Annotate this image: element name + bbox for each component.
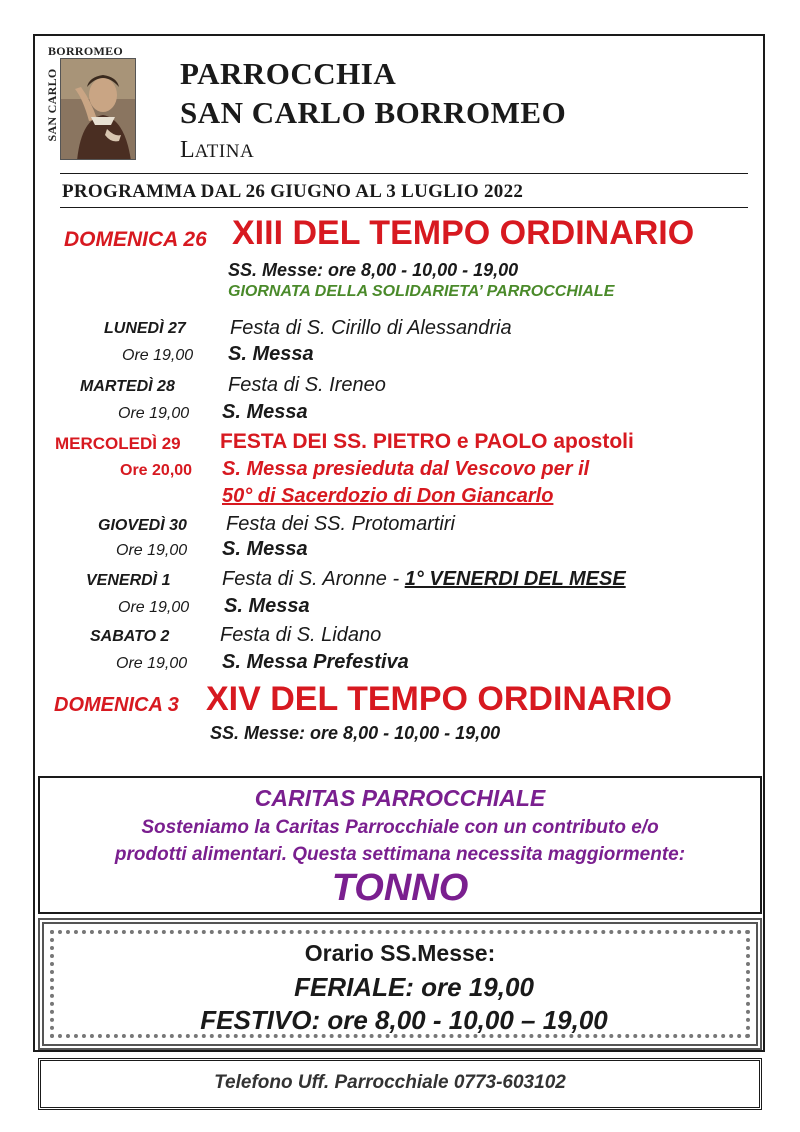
parish-phone: Telefono Uff. Parrocchiale 0773-603102 [214, 1072, 566, 1093]
day-feast: Festa di S. Cirillo di Alessandria [230, 317, 512, 339]
parish-logo [46, 44, 136, 160]
programme-dates: PROGRAMMA DAL 26 GIUGNO AL 3 LUGLIO 2022 [62, 181, 524, 202]
sunday1-note: GIORNATA DELLA SOLIDARIETA’ PARROCCHIALE [228, 283, 615, 300]
day-time: Ore 19,00 [116, 655, 188, 672]
first-friday-label: 1° VENERDI DEL MESE [404, 568, 626, 590]
sunday2-day: DOMENICA 3 [54, 694, 179, 716]
day-event: S. Messa Prefestiva [222, 651, 409, 673]
day-label: LUNEDÌ 27 [104, 320, 186, 337]
day-label: MERCOLEDÌ 29 [55, 434, 181, 453]
day-time: Ore 19,00 [118, 599, 190, 616]
day-event: S. Messa [224, 595, 310, 617]
day-time: Ore 19,00 [116, 542, 188, 559]
day-label: GIOVEDÌ 30 [98, 517, 187, 534]
day-feast [222, 568, 626, 591]
day-event: S. Messa [222, 538, 308, 560]
sunday1-title: XIII DEL TEMPO ORDINARIO [232, 214, 695, 252]
day-label: VENERDÌ 1 [86, 572, 171, 589]
sunday2-masses: SS. Messe: ore 8,00 - 10,00 - 19,00 [210, 723, 501, 743]
schedule-holiday: FESTIVO: ore 8,00 - 10,00 – 19,00 [200, 1005, 608, 1035]
header-rule-bottom [60, 207, 748, 208]
saint-portrait-image [60, 58, 136, 160]
header-rule-top [60, 173, 748, 174]
day-event: S. Messa presieduta dal Vescovo per il [222, 458, 590, 480]
day-time: Ore 19,00 [118, 405, 190, 422]
day-feast-text: Festa di S. Aronne - [222, 568, 405, 590]
parish-title-line1: PARROCCHIA [180, 56, 397, 91]
sunday1-masses: SS. Messe: ore 8,00 - 10,00 - 19,00 [228, 260, 519, 280]
city-name: LATINA [180, 137, 255, 163]
caritas-line2: prodotti alimentari. Questa settimana necessita maggiormente: [114, 844, 686, 865]
day-feast: FESTA DEI SS. PIETRO e PAOLO apostoli [220, 430, 634, 453]
day-feast: Festa dei SS. Protomartiri [226, 513, 455, 535]
caritas-line1: Sosteniamo la Caritas Parrocchiale con un contributo e/o [141, 817, 659, 838]
logo-side-text: SAN CARLO [45, 68, 59, 142]
day-label: SABATO 2 [90, 628, 170, 645]
parish-title-line2: SAN CARLO BORROMEO [180, 95, 567, 130]
day-label: MARTEDÌ 28 [80, 378, 175, 395]
day-event: S. Messa [222, 401, 308, 423]
day-time: Ore 19,00 [122, 347, 194, 364]
day-event-jubilee: 50° di Sacerdozio di Don Giancarlo [222, 485, 554, 507]
day-feast: Festa di S. Ireneo [228, 374, 386, 396]
caritas-title: CARITAS PARROCCHIALE [254, 785, 546, 811]
schedule-title: Orario SS.Messe: [304, 940, 496, 966]
day-time: Ore 20,00 [120, 462, 193, 479]
sunday1-day: DOMENICA 26 [64, 228, 207, 251]
caritas-item: TONNO [331, 867, 469, 909]
day-event: S. Messa [228, 343, 314, 365]
logo-top-text: BORROMEO [48, 44, 124, 58]
sunday2-title: XIV DEL TEMPO ORDINARIO [206, 680, 672, 718]
day-feast: Festa di S. Lidano [220, 624, 382, 646]
schedule-weekday: FERIALE: ore 19,00 [294, 972, 534, 1002]
